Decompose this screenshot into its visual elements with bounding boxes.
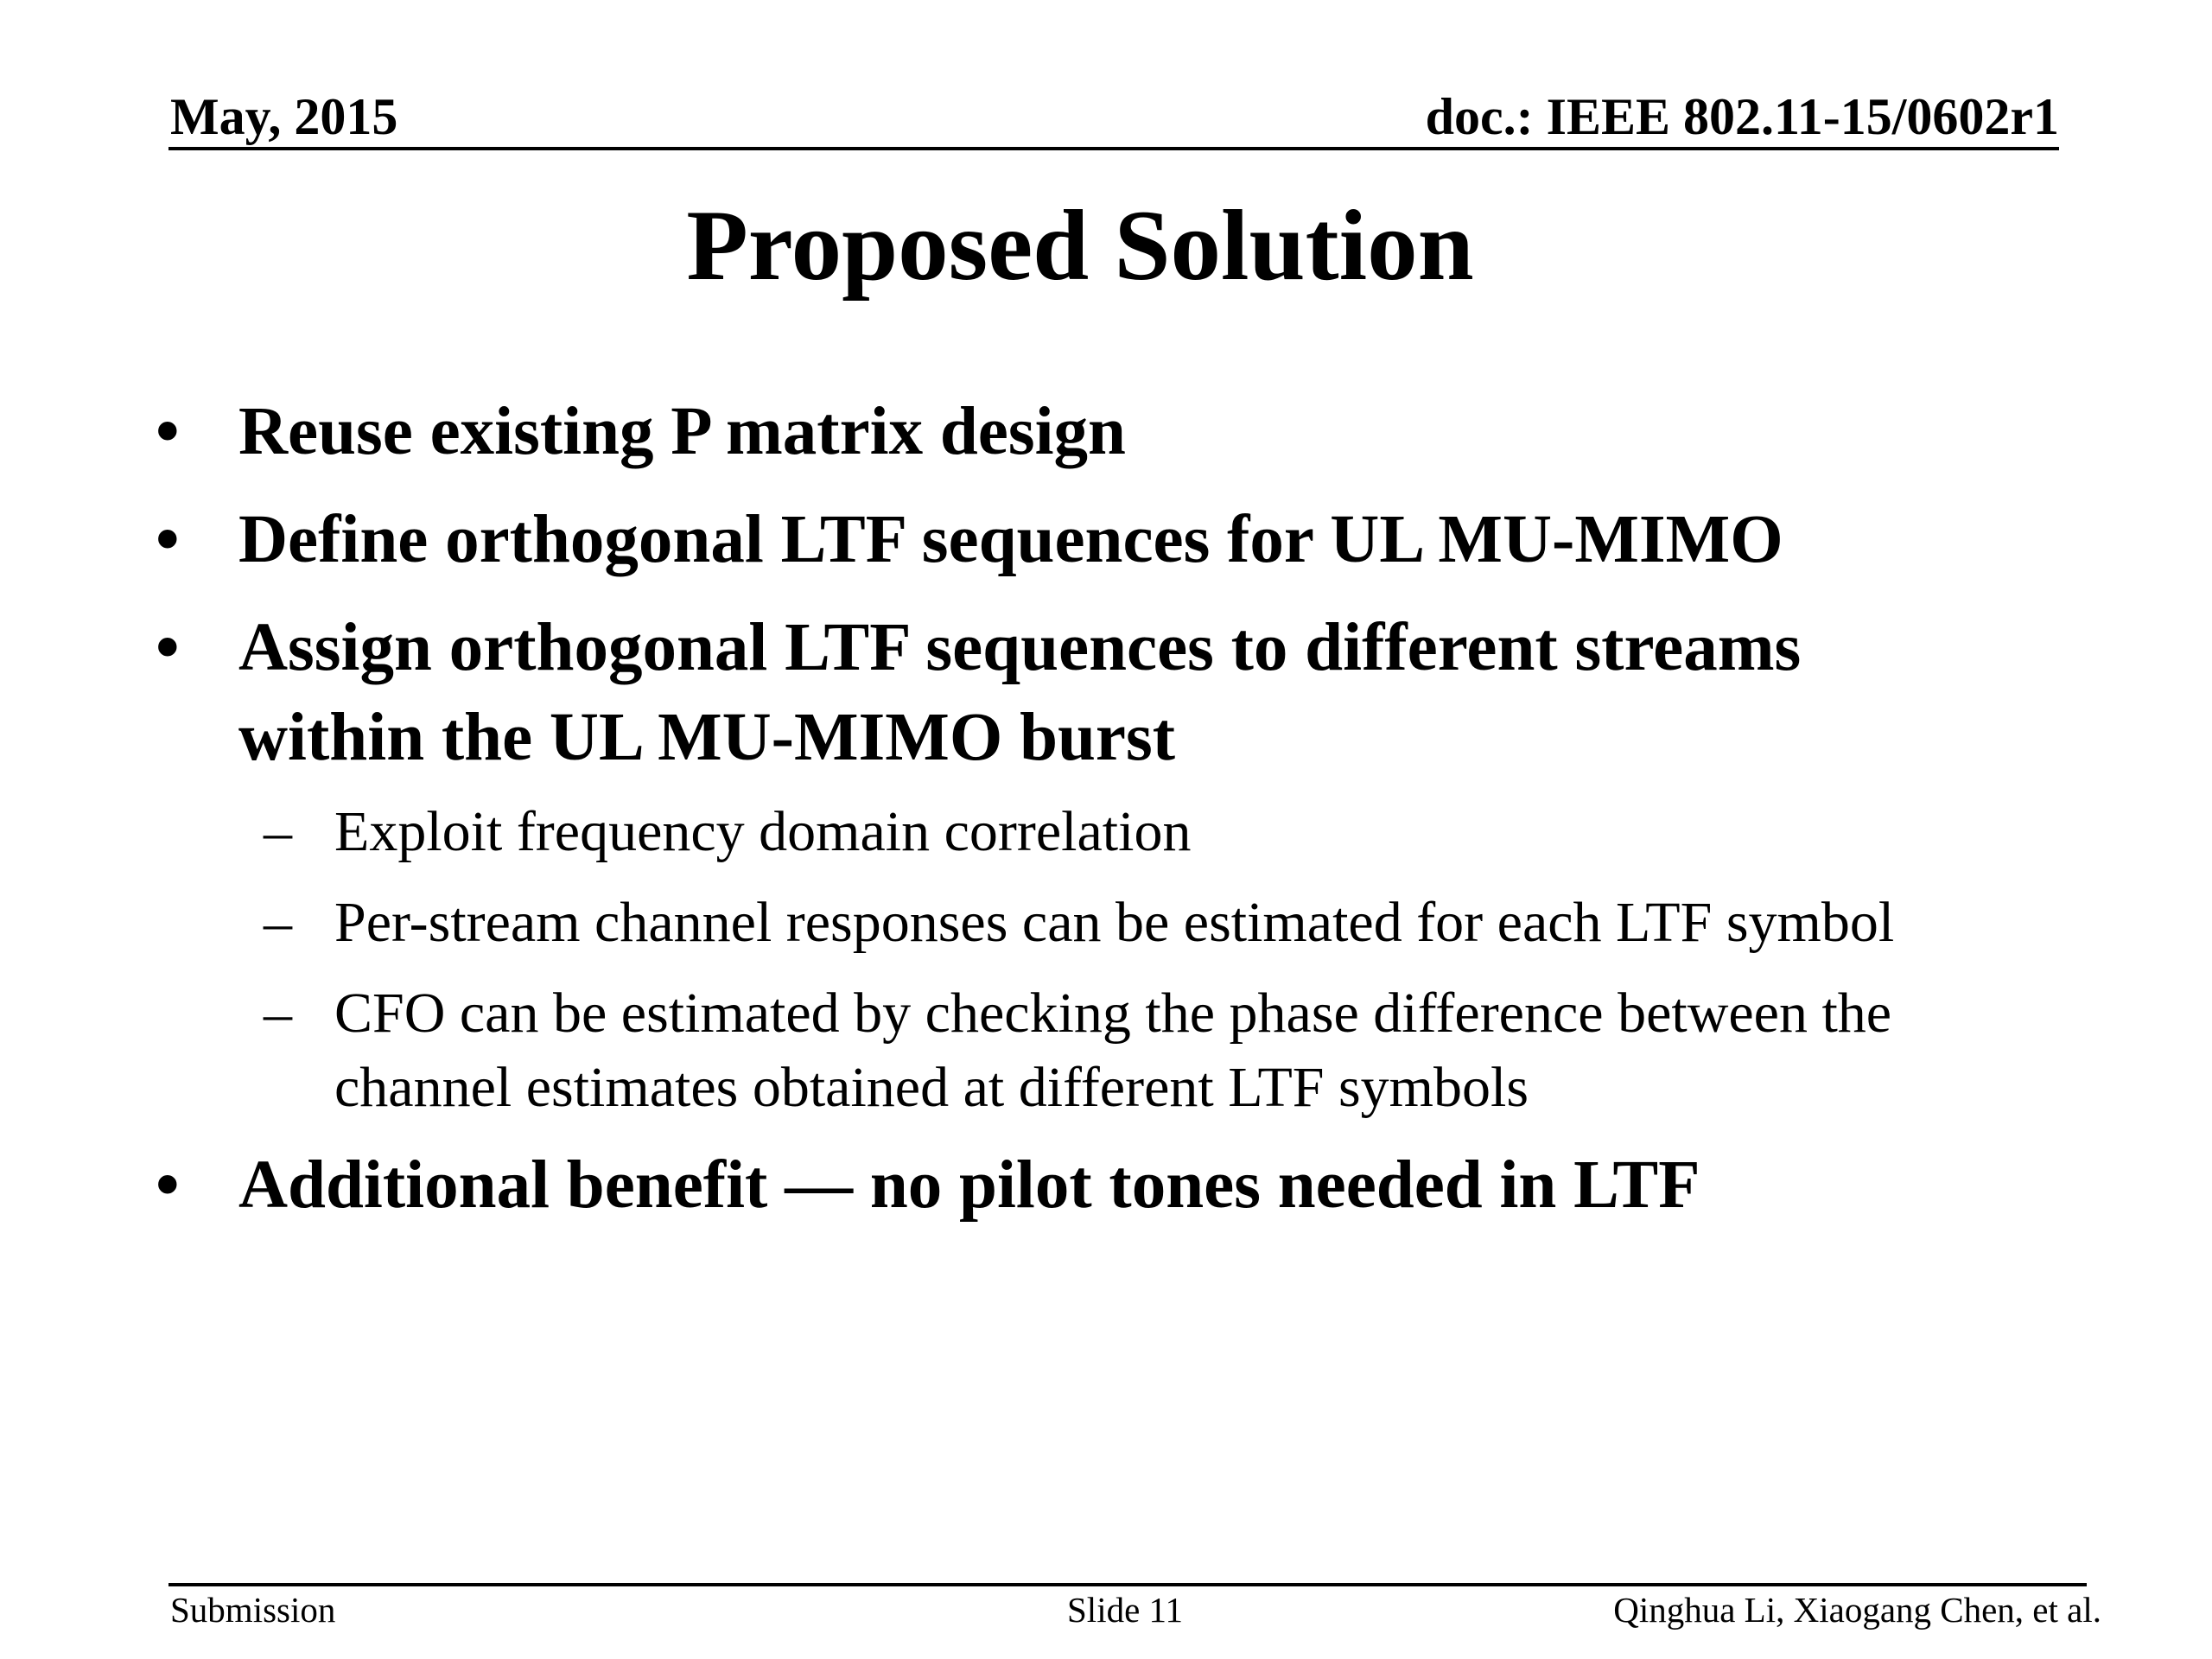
header-rule: [168, 147, 2059, 150]
sub-bullet-text: Exploit frequency domain correlation: [334, 800, 1192, 863]
sub-bullet-text-line: CFO can be estimated by checking the phase difference between the: [334, 982, 1892, 1045]
sub-bullet-marker: –: [264, 800, 292, 863]
footer-rule: [168, 1583, 2087, 1586]
bullet-marker: •: [156, 394, 180, 469]
header-doc-id: doc.: IEEE 802.11-15/0602r1: [1425, 88, 2059, 145]
slide-title: Proposed Solution: [686, 190, 1474, 302]
bullet-text-line: within the UL MU-MIMO burst: [238, 700, 1176, 775]
sub-bullet-text-line: channel estimates obtained at different LTF symbols: [334, 1056, 1529, 1119]
bullet-text: Reuse existing P matrix design: [238, 394, 1126, 469]
bullet-text-line: Assign orthogonal LTF sequences to different streams: [238, 610, 1802, 685]
bullet-marker: •: [156, 1147, 180, 1223]
footer-submission: Submission: [170, 1590, 336, 1630]
sub-bullet-marker: –: [264, 982, 292, 1045]
footer-authors: Qinghua Li, Xiaogang Chen, et al.: [1613, 1590, 2101, 1630]
bullet-marker: •: [156, 610, 180, 685]
sub-bullet-text: Per-stream channel responses can be estimated for each LTF symbol: [334, 891, 1895, 954]
footer-slide-number: Slide 11: [1067, 1590, 1184, 1630]
header-date: May, 2015: [170, 88, 398, 145]
bullet-text: Additional benefit — no pilot tones needed in LTF: [238, 1147, 1700, 1223]
bullet-text: Define orthogonal LTF sequences for UL MU-MIMO: [238, 502, 1783, 577]
bullet-marker: •: [156, 502, 180, 577]
sub-bullet-marker: –: [264, 891, 292, 954]
